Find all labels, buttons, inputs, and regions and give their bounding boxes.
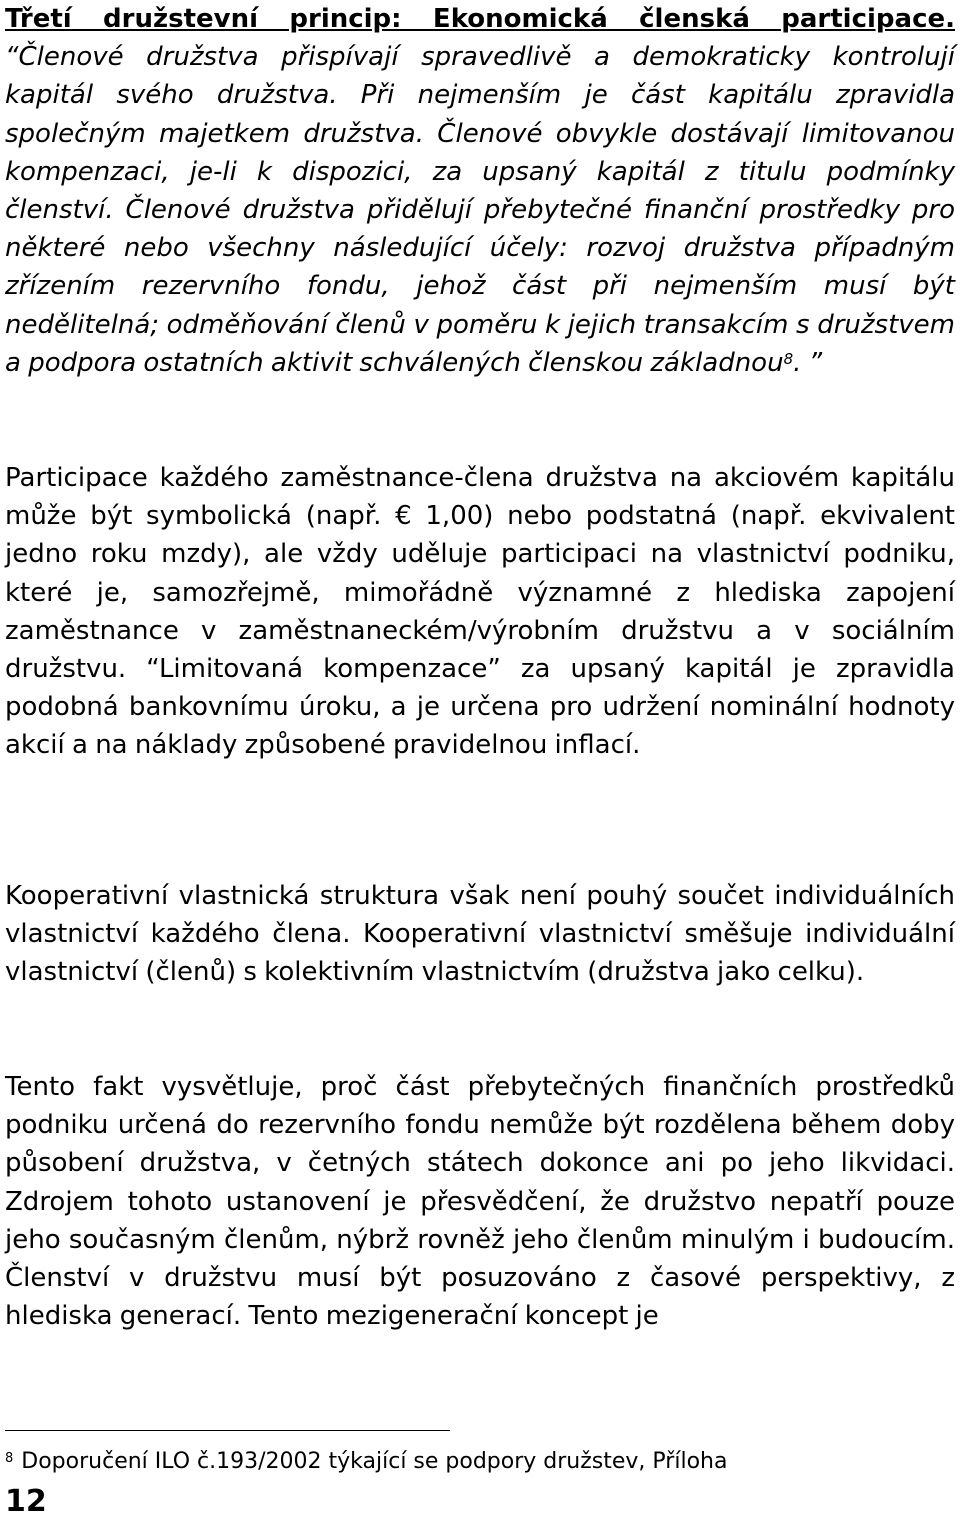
paragraph-reserve-fund: Tento fakt vysvětluje, proč část přebytečných finančních prostředků podniku určená do rezervního fondu nemůže být rozdělena během doby působení družstva, v četných státech dokonce ani po jeho likvidaci. Zdrojem tohoto ustanovení je přesvědčení, že družstvo nepatří pouze jeho současným členům, nýbrž rovněž jeho členům minulým i budoucím. Členství v družstvu musí být posuzováno z časové perspektivy, z hlediska generací. Tento mezigenerační koncept je <box>5 1072 955 1332</box>
page-number: 12 <box>5 1484 47 1519</box>
paragraph-ownership-structure: Kooperativní vlastnická struktura však není pouhý součet individuálních vlastnictví každého člena. Kooperativní vlastnictví směšuje individuální vlastnictví (členů) s kolektivním vlastnictvím (družstva jako celku). <box>5 881 955 988</box>
paragraph-heading: Třetí družstevní princip: Ekonomická členská participace. <box>5 4 955 34</box>
paragraph-principle-3 <box>5 0 955 382</box>
footnote-number: 8 <box>5 1451 14 1466</box>
footnote-text: Doporučení ILO č.193/2002 týkající se podpory družstev, Příloha <box>21 1449 728 1474</box>
footnote <box>5 1447 727 1477</box>
footnote-divider <box>5 1430 450 1431</box>
paragraph-quote-closing: . ” <box>793 347 823 378</box>
paragraph-quote-text: “Členové družstva přispívají spravedlivě a demokraticky kontrolují kapitál svého družstva. Při nejmenším je část kapitálu zpravidla společným majetkem družstva. Členové obvykle dostávají limitovanou kompenzaci, je-li k dispozici, za upsaný kapitál z titulu podmínky členství. Členové družstva přidělují přebytečné finanční prostředky pro některé nebo všechny následující účely: rozvoj družstva případným zřízením rezervního fondu, jehož část při nejmenším musí být nedělitelná; odměňování členů v poměru k jejich transakcím s družstvem a podpora ostatních aktivit schválených členskou základnou <box>5 42 955 378</box>
footnote-reference[interactable]: 8 <box>783 349 794 368</box>
paragraph-participation: Participace každého zaměstnance-člena družstva na akciovém kapitálu může být symbolická (např. € 1,00) nebo podstatná (např. ekvivalent jedno roku mzdy), ale vždy uděluje participaci na vlastnictví podniku, které je, samozřejmě, mimořádně významné z hlediska zapojení zaměstnance v zaměstnaneckém/výrobním družstvu a v sociálním družstvu. “Limitovaná kompenzace” za upsaný kapitál je zpravidla podobná bankovnímu úroku, a je určena pro udržení nominální hodnoty akcií a na náklady způsobené pravidelnou inflací. <box>5 463 955 761</box>
